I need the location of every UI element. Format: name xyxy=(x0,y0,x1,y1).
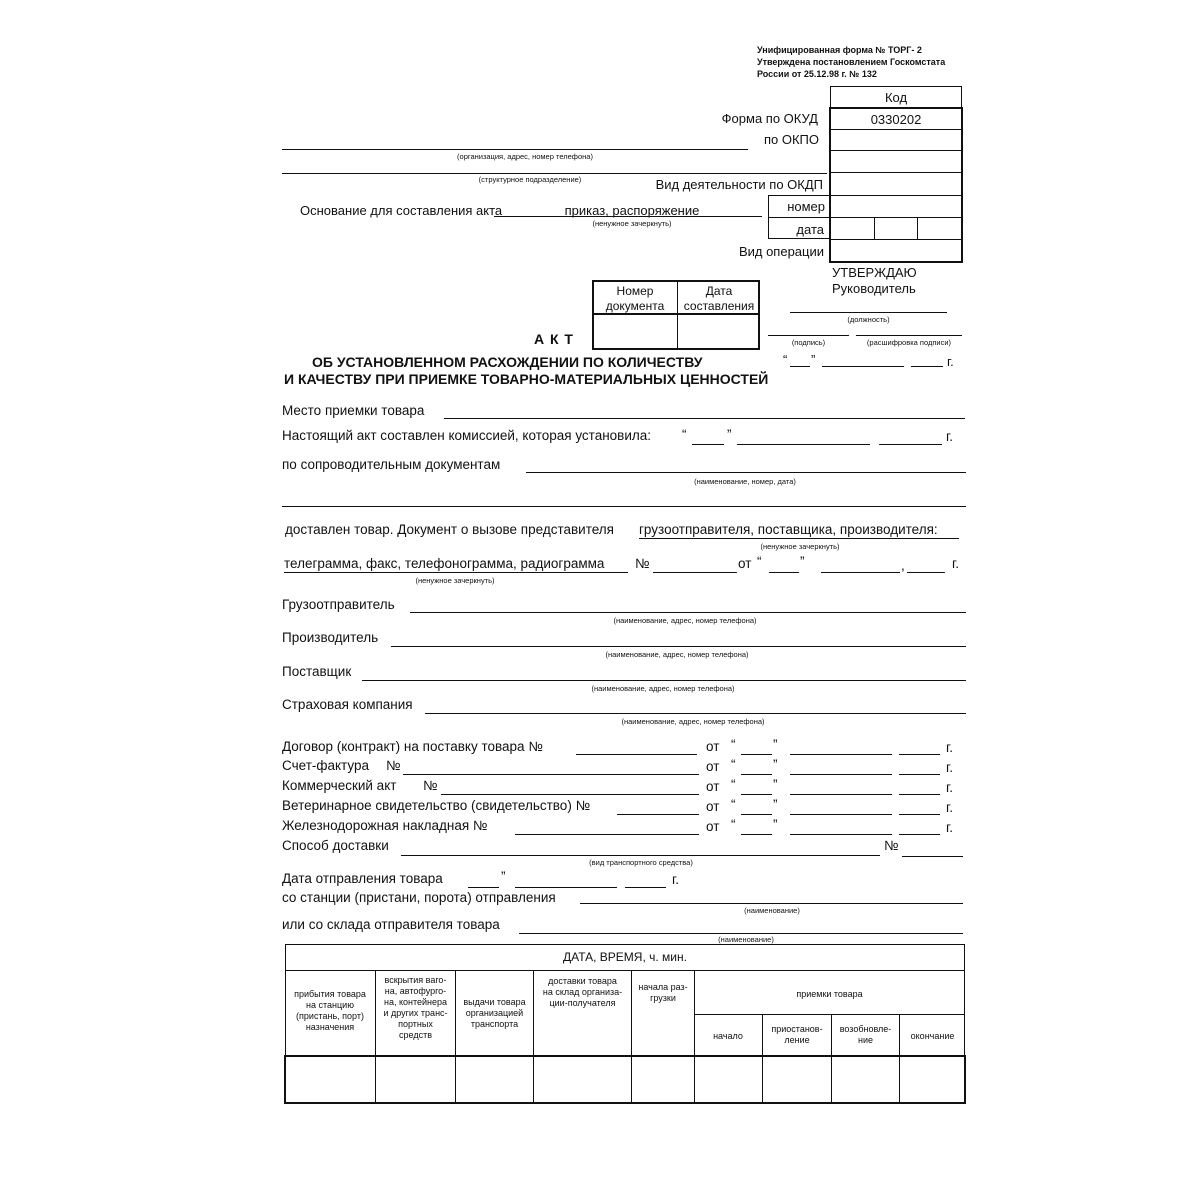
nomer-dokumenta-header: Номер документа xyxy=(605,284,665,313)
dostavlen-label: доставлен товар. Документ о вызове представителя xyxy=(285,522,614,537)
struct-line[interactable] xyxy=(282,173,827,174)
data-otpr-label: Дата отправления товара xyxy=(282,871,443,886)
okdp-label: Вид деятельности по ОКДП xyxy=(655,177,823,192)
komissiya-label: Настоящий акт составлен комиссией, которая установила: xyxy=(282,428,652,443)
col-vskrytiya: вскрытия ваго- на, автофурго- на, контейнера и других транс- портных средств xyxy=(383,975,448,1040)
col-nachala-razgruzki: начала раз- грузки xyxy=(638,982,688,1003)
gruzootpravitel-label: Грузоотправитель xyxy=(282,597,395,612)
dogovor-label: Договор (контракт) на поставку товара № xyxy=(282,739,543,754)
sklad-label: или со склада отправителя товара xyxy=(282,917,500,932)
strahovaya-field[interactable] xyxy=(425,713,966,714)
sub-priostanovlenie: приостанов- ление xyxy=(771,1024,823,1045)
sposob-field[interactable] xyxy=(401,855,880,856)
gruzootpravitel-field[interactable] xyxy=(410,612,966,613)
okud-label: Форма по ОКУД xyxy=(721,111,818,126)
akt-title-line2: И КАЧЕСТВУ ПРИ ПРИЕМКЕ ТОВАРНО-МАТЕРИАЛЬНЫХ ЦЕННОСТЕЙ xyxy=(284,371,769,387)
postavshik-label: Поставщик xyxy=(282,664,352,679)
col-vydachi: выдачи товара организацией транспорта xyxy=(463,997,526,1029)
telegramma-label: телеграмма, факс, телефонограмма, радиограмма xyxy=(284,556,605,571)
nomer-label: номер xyxy=(787,199,825,214)
form-header-line3: России от 25.12.98 г. № 132 xyxy=(757,69,877,79)
utverzhdayu: УТВЕРЖДАЮ xyxy=(832,265,917,280)
proizvoditel-label: Производитель xyxy=(282,630,379,645)
form-header-line1: Унифицированная форма № ТОРГ- 2 xyxy=(757,45,922,55)
zhd-label: Железнодорожная накладная № xyxy=(282,818,488,833)
table-header: ДАТА, ВРЕМЯ, ч. мин. xyxy=(563,950,687,964)
soprovod-caption: (наименование, номер, дата) xyxy=(694,477,796,486)
data-label: дата xyxy=(796,222,824,237)
struct-caption: (структурное подразделение) xyxy=(478,175,582,184)
mesto-field[interactable] xyxy=(444,418,965,419)
sklad-field[interactable] xyxy=(519,933,963,934)
akt-title: А К Т xyxy=(534,331,574,347)
mesto-label: Место приемки товара xyxy=(282,403,425,418)
sposob-label: Способ доставки xyxy=(282,838,389,853)
gruzo-list: грузоотправителя, поставщика, производителя: xyxy=(639,522,938,537)
dolzhnost-caption: (должность) xyxy=(847,315,890,324)
data-sostavleniya-header: Дата составления xyxy=(683,284,755,313)
sub-okonchanie: окончание xyxy=(910,1031,955,1041)
col-pribytiya: прибытия товара на станцию (пристань, порт) назначения xyxy=(294,989,366,1032)
osnovanie-caption: (ненужное зачеркнуть) xyxy=(592,219,672,228)
okpo-label: по ОКПО xyxy=(763,132,819,147)
kod-label: Код xyxy=(884,90,908,105)
col-priemki: приемки товара xyxy=(796,989,863,999)
org-line[interactable] xyxy=(282,149,748,150)
col-dostavki: доставки товара на склад организа- ции-получателя xyxy=(542,976,623,1008)
org-caption: (организация, адрес, номер телефона) xyxy=(457,152,593,161)
rasshifrovka-caption: (расшифровка подписи) xyxy=(866,338,952,347)
vid-operacii-label: Вид операции xyxy=(738,244,824,259)
stanciya-label: со станции (пристани, порота) отправления xyxy=(282,890,556,905)
strahovaya-label: Страховая компания xyxy=(282,697,413,712)
akt-title-line1: ОБ УСТАНОВЛЕННОМ РАСХОЖДЕНИИ ПО КОЛИЧЕСТВУ xyxy=(312,354,703,370)
osnovanie-value: приказ, распоряжение xyxy=(564,203,700,218)
rukovoditel: Руководитель xyxy=(832,281,916,296)
podpis-caption: (подпись) xyxy=(791,338,826,347)
sub-vozobnovlenie: возобновле- ние xyxy=(839,1024,892,1045)
proizvoditel-field[interactable] xyxy=(391,646,966,647)
soprovod-field[interactable] xyxy=(526,472,966,473)
soprovod-label: по сопроводительным документам xyxy=(282,457,501,472)
stanciya-field[interactable] xyxy=(580,903,963,904)
sub-nachalo: начало xyxy=(713,1031,743,1041)
osnovanie-label: Основание для составления акта xyxy=(300,203,503,218)
vet-label: Ветеринарное свидетельство (свидетельство) № xyxy=(282,798,591,813)
form-header-line2: Утверждена постановлением Госкомстата xyxy=(757,57,946,67)
table-data-row[interactable] xyxy=(284,1055,966,1104)
okud-value: 0330202 xyxy=(870,112,922,127)
kommer-label: Коммерческий акт xyxy=(282,778,397,793)
form-header xyxy=(757,44,945,80)
postavshik-field[interactable] xyxy=(362,680,966,681)
schet-label: Счет-фактура xyxy=(282,758,369,773)
